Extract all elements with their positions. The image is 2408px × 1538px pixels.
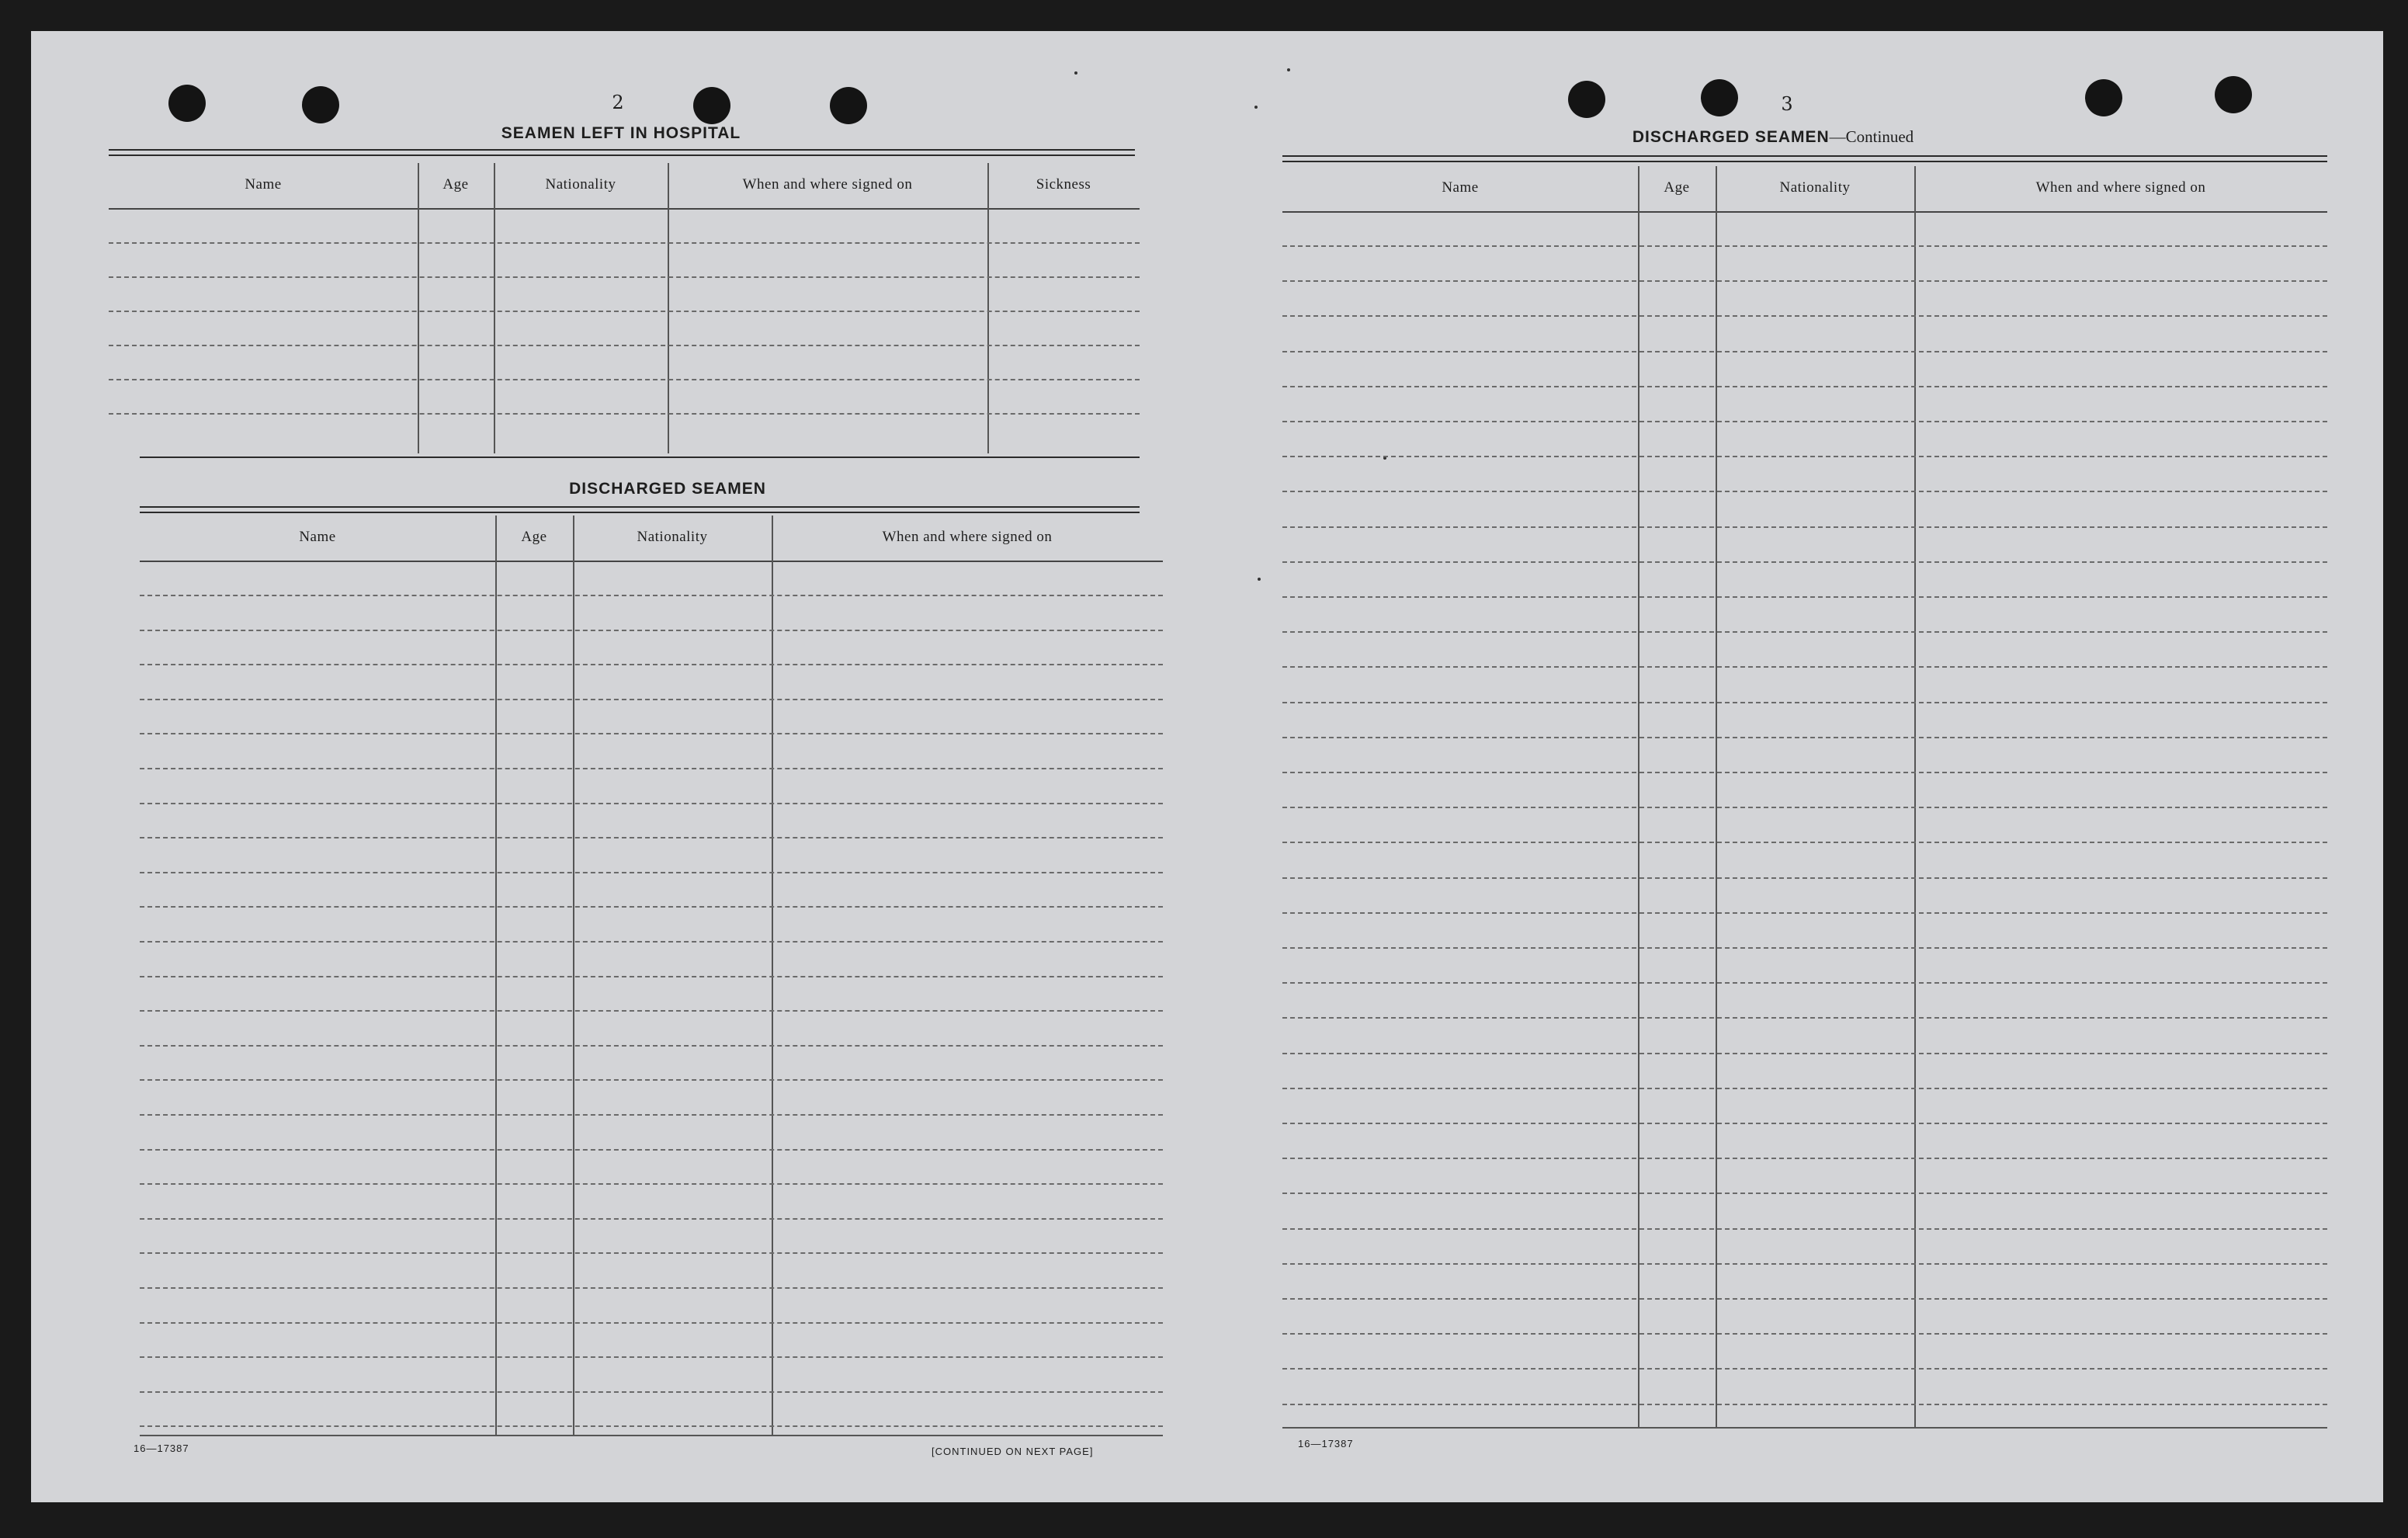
header-rule bbox=[109, 208, 1140, 210]
column-divider bbox=[494, 163, 495, 453]
table-row bbox=[1282, 1193, 2327, 1194]
table-row bbox=[109, 242, 1140, 244]
table-row bbox=[1282, 561, 2327, 563]
table-row bbox=[140, 1391, 1163, 1393]
column-header-nationality: Nationality bbox=[545, 176, 616, 193]
table-row bbox=[1282, 386, 2327, 387]
table-row bbox=[1282, 351, 2327, 352]
table-row bbox=[1282, 1333, 2327, 1335]
page-number-right: 3 bbox=[1781, 93, 1793, 115]
table-row bbox=[140, 1322, 1163, 1324]
header-rule bbox=[1282, 211, 2327, 213]
table-row bbox=[1282, 526, 2327, 528]
table-row bbox=[1282, 596, 2327, 598]
column-divider bbox=[1914, 166, 1916, 1429]
table-row bbox=[1282, 1053, 2327, 1054]
page-number-left: 2 bbox=[612, 92, 624, 113]
column-divider bbox=[668, 163, 669, 453]
punch-hole bbox=[1568, 81, 1605, 118]
table-bottom-rule bbox=[1282, 1427, 2327, 1429]
hospital-bottom-rule bbox=[140, 457, 1140, 458]
table-bottom-rule bbox=[140, 1435, 1163, 1436]
table-row bbox=[1282, 947, 2327, 949]
form-number-left: 16—17387 bbox=[134, 1443, 189, 1454]
column-divider bbox=[1716, 166, 1717, 1429]
hospital-title-rule bbox=[109, 149, 1135, 151]
column-header-age: Age bbox=[442, 176, 469, 193]
hospital-table bbox=[109, 163, 1140, 453]
column-header-signed-on: When and where signed on bbox=[2035, 179, 2206, 196]
table-row bbox=[140, 699, 1163, 700]
table-row bbox=[1282, 1298, 2327, 1300]
table-row bbox=[140, 595, 1163, 596]
table-row bbox=[1282, 1263, 2327, 1265]
table-row bbox=[1282, 807, 2327, 808]
scanned-form-spread bbox=[31, 31, 2383, 1502]
table-row bbox=[109, 379, 1140, 380]
table-row bbox=[109, 413, 1140, 415]
table-row bbox=[109, 345, 1140, 346]
table-row bbox=[1282, 1368, 2327, 1370]
table-row bbox=[1282, 702, 2327, 703]
column-header-signed-on: When and where signed on bbox=[742, 176, 913, 193]
table-row bbox=[1282, 877, 2327, 879]
discharged-continued-title bbox=[1633, 127, 1914, 147]
punch-hole bbox=[2215, 76, 2252, 113]
table-row bbox=[1282, 280, 2327, 282]
column-header-nationality: Nationality bbox=[637, 529, 708, 545]
table-row bbox=[1282, 421, 2327, 422]
punch-hole bbox=[302, 86, 339, 123]
table-row bbox=[140, 664, 1163, 665]
table-row bbox=[140, 1114, 1163, 1116]
column-divider bbox=[987, 163, 989, 453]
column-divider bbox=[1638, 166, 1639, 1429]
punch-hole bbox=[1701, 79, 1738, 116]
column-header-name: Name bbox=[245, 176, 282, 193]
table-row bbox=[140, 837, 1163, 838]
hospital-section-title: SEAMEN LEFT IN HOSPITAL bbox=[501, 124, 741, 142]
table-row bbox=[1282, 245, 2327, 247]
table-row bbox=[140, 630, 1163, 631]
punch-hole bbox=[830, 87, 867, 124]
table-row bbox=[1282, 737, 2327, 738]
speck bbox=[1258, 578, 1261, 581]
table-row bbox=[1282, 842, 2327, 843]
punch-hole bbox=[168, 85, 206, 122]
table-row bbox=[140, 1010, 1163, 1012]
speck bbox=[1254, 106, 1258, 109]
table-row bbox=[1282, 982, 2327, 984]
column-header-sickness: Sickness bbox=[1036, 176, 1091, 193]
table-row bbox=[140, 941, 1163, 943]
punch-hole bbox=[2085, 79, 2122, 116]
speck bbox=[1074, 71, 1077, 75]
table-row bbox=[1282, 631, 2327, 633]
form-number-right: 16—17387 bbox=[1298, 1438, 1354, 1449]
discharged-title-rule bbox=[140, 506, 1140, 508]
column-header-age: Age bbox=[521, 529, 547, 545]
table-row bbox=[1282, 1088, 2327, 1089]
column-header-name: Name bbox=[1442, 179, 1479, 196]
table-row bbox=[1282, 772, 2327, 773]
speck bbox=[1287, 68, 1290, 71]
table-row bbox=[1282, 315, 2327, 317]
discharged-table bbox=[140, 516, 1163, 1436]
column-header-name: Name bbox=[299, 529, 336, 545]
column-header-nationality: Nationality bbox=[1779, 179, 1851, 196]
table-row bbox=[140, 976, 1163, 977]
table-row bbox=[1282, 1123, 2327, 1124]
discharged-continued-table bbox=[1282, 166, 2327, 1429]
table-row bbox=[1282, 456, 2327, 457]
table-row bbox=[140, 872, 1163, 873]
table-row bbox=[109, 311, 1140, 312]
punch-hole bbox=[693, 87, 730, 124]
header-rule bbox=[140, 561, 1163, 562]
column-header-signed-on: When and where signed on bbox=[882, 529, 1053, 545]
discharged-continued-title-rule bbox=[1282, 155, 2327, 157]
table-row bbox=[1282, 491, 2327, 492]
table-row bbox=[140, 1183, 1163, 1185]
table-row bbox=[1282, 1158, 2327, 1159]
table-row bbox=[1282, 1228, 2327, 1230]
table-row bbox=[140, 768, 1163, 769]
table-row bbox=[140, 1079, 1163, 1081]
discharged-section-title: DISCHARGED SEAMEN bbox=[569, 480, 766, 498]
table-row bbox=[1282, 666, 2327, 668]
table-row bbox=[109, 276, 1140, 278]
table-row bbox=[1282, 912, 2327, 914]
column-divider bbox=[418, 163, 419, 453]
table-row bbox=[140, 1425, 1163, 1427]
continued-note: [CONTINUED ON NEXT PAGE] bbox=[932, 1446, 1094, 1457]
table-row bbox=[140, 1252, 1163, 1254]
table-row bbox=[140, 1045, 1163, 1047]
column-header-age: Age bbox=[1664, 179, 1690, 196]
table-row bbox=[140, 1356, 1163, 1358]
table-row bbox=[140, 803, 1163, 804]
discharged-continued-title-text: DISCHARGED SEAMEN bbox=[1632, 128, 1830, 146]
table-row bbox=[1282, 1017, 2327, 1019]
table-row bbox=[140, 1149, 1163, 1151]
table-row bbox=[140, 733, 1163, 734]
table-row bbox=[140, 906, 1163, 908]
continued-suffix: —Continued bbox=[1829, 127, 1914, 146]
table-row bbox=[140, 1287, 1163, 1289]
table-row bbox=[140, 1218, 1163, 1220]
table-row bbox=[1282, 1404, 2327, 1405]
